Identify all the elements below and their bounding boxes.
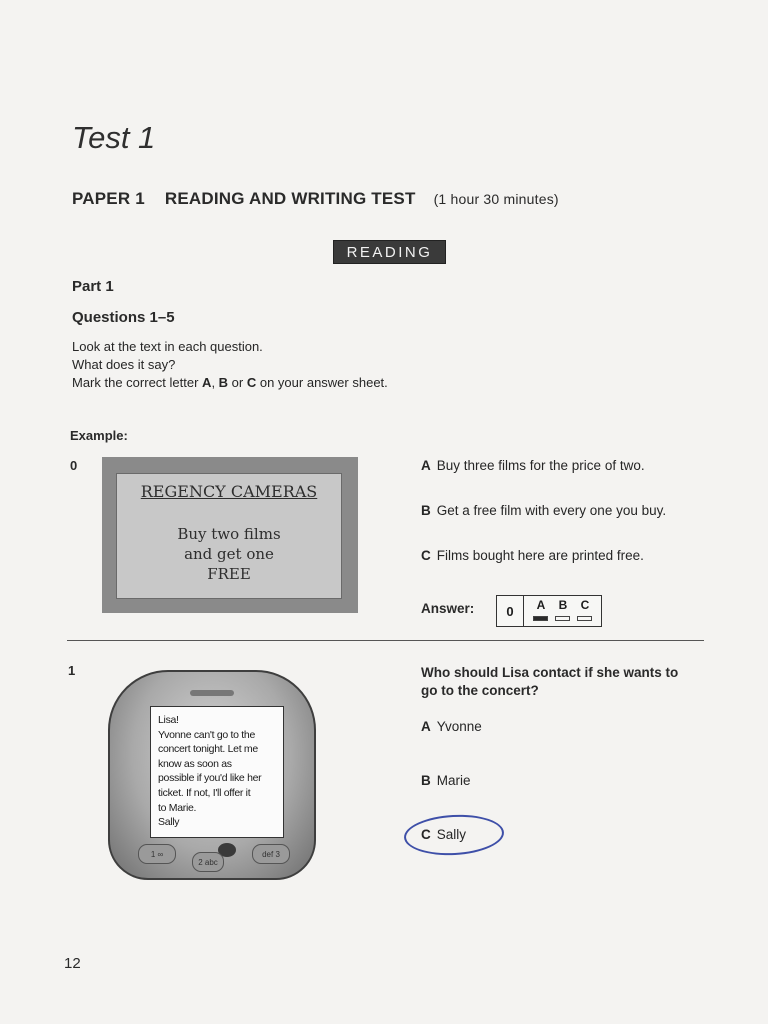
- answer-mark-b: [555, 616, 570, 621]
- message-line: ticket. If not, I'll offer it: [158, 786, 251, 799]
- message-line: concert tonight. Let me: [158, 743, 258, 756]
- sign-line: Buy two films: [177, 525, 281, 543]
- question-number: 1: [68, 663, 76, 678]
- example-option-a: A Buy three films for the price of two.: [421, 458, 645, 473]
- message-line: possible if you'd like her: [158, 772, 262, 785]
- answer-sheet-box: [496, 595, 602, 627]
- test-title: Test 1: [72, 120, 156, 155]
- sign-line: FREE: [207, 565, 251, 583]
- phone-key: 1 ∞: [138, 844, 176, 864]
- question-option-a: A Yvonne: [421, 719, 482, 734]
- question-text: [421, 664, 711, 700]
- paper-duration: (1 hour 30 minutes): [433, 191, 559, 207]
- example-sign-image: [102, 457, 358, 613]
- message-line: Sally: [158, 816, 180, 829]
- message-line: know as soon as: [158, 757, 232, 770]
- paper-title: READING AND WRITING TEST: [164, 189, 416, 208]
- divider: [67, 640, 704, 641]
- answer-label: Answer:: [421, 601, 475, 616]
- sign-panel: [116, 473, 342, 599]
- phone-key: def 3: [252, 844, 290, 864]
- message-line: Lisa!: [158, 714, 179, 726]
- message-line: Yvonne can't go to the: [158, 728, 255, 741]
- instruction-line: Mark the correct letter A, B or C on your answer sheet.: [72, 375, 388, 390]
- instructions: [72, 338, 388, 392]
- paper-heading: [72, 189, 559, 209]
- phone-screen-message: [150, 706, 284, 838]
- example-number: 0: [70, 458, 78, 473]
- answer-number: 0: [497, 596, 524, 626]
- example-option-b: B Get a free film with every one you buy.: [421, 503, 667, 518]
- sign-heading: REGENCY CAMERAS: [140, 482, 318, 501]
- sign-line: and get one: [184, 545, 274, 563]
- example-label: Example:: [70, 428, 128, 443]
- phone-earpiece: [190, 690, 234, 696]
- section-badge: READING: [333, 240, 446, 264]
- answer-marks: [533, 616, 592, 621]
- message-line: to Marie.: [158, 801, 197, 814]
- answer-mark-a: [533, 616, 548, 621]
- question-line: Who should Lisa contact if she wants to: [421, 665, 679, 680]
- phone-keypad: [132, 840, 296, 868]
- instruction-line: What does it say?: [72, 357, 176, 372]
- sign-body: [117, 524, 341, 584]
- part-title: Part 1: [72, 278, 114, 295]
- handwritten-circle: [403, 812, 505, 857]
- page-number: 12: [64, 955, 81, 972]
- answer-mark-c: [577, 616, 592, 621]
- instruction-line: Look at the text in each question.: [72, 339, 263, 354]
- phone-key: 2 abc: [192, 852, 224, 872]
- paper-label: PAPER 1: [72, 189, 145, 208]
- question-option-b: B Marie: [421, 773, 471, 788]
- mobile-phone-image: [108, 670, 316, 880]
- question-option-c: C Sally: [421, 827, 467, 842]
- questions-title: Questions 1–5: [72, 309, 175, 326]
- question-line: go to the concert?: [421, 683, 539, 698]
- example-option-c: C Films bought here are printed free.: [421, 548, 644, 563]
- answer-letters: A B C: [536, 598, 592, 612]
